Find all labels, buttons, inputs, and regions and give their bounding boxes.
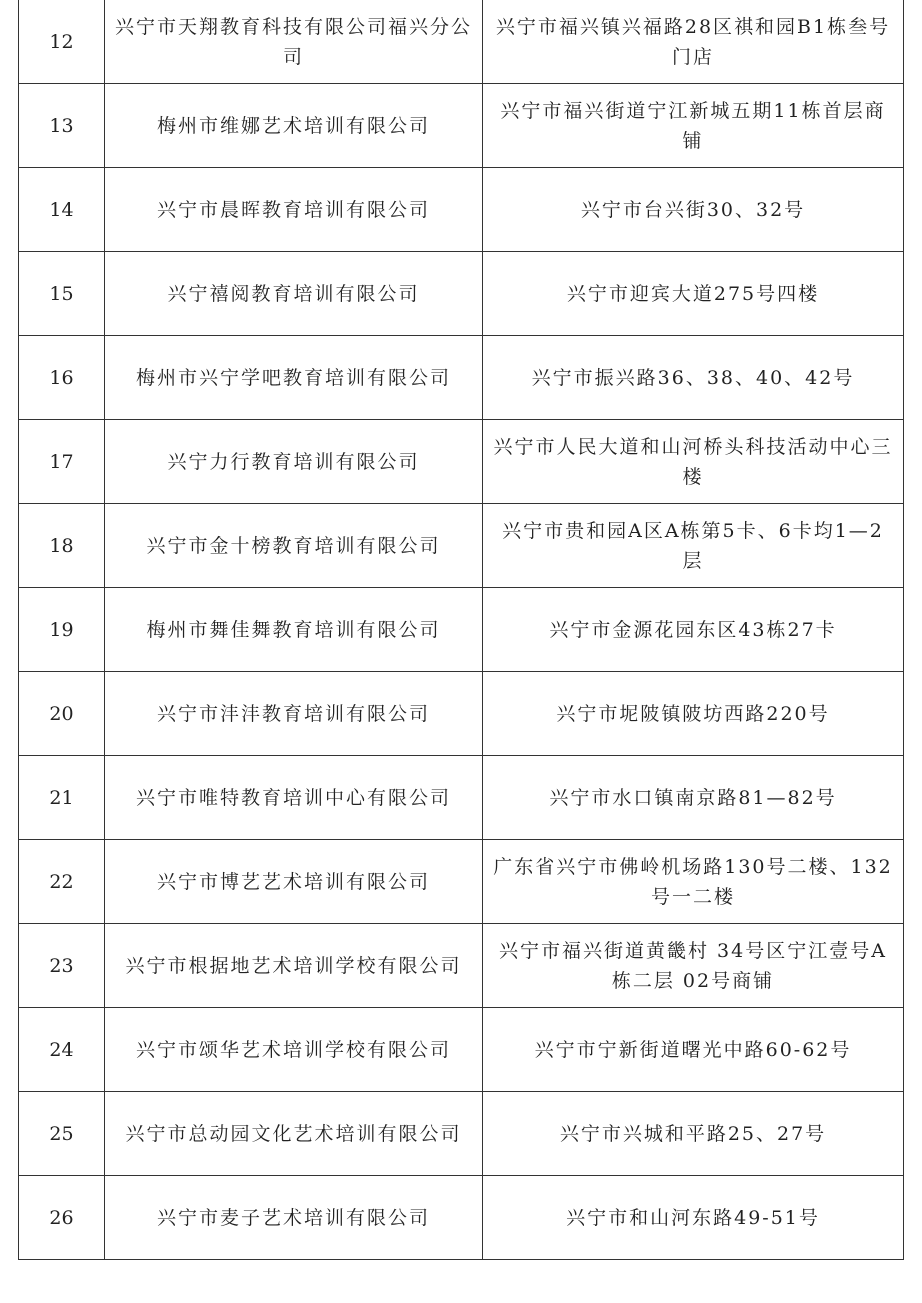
table-body xyxy=(19,0,904,1260)
institution-address: 兴宁市兴城和平路25、27号 xyxy=(483,1092,904,1176)
institution-address: 兴宁市贵和园A区A栋第5卡、6卡均1—2层 xyxy=(483,504,904,588)
row-number: 23 xyxy=(19,924,105,1008)
table-row xyxy=(19,672,904,756)
row-number: 12 xyxy=(19,0,105,84)
table-row xyxy=(19,84,904,168)
institution-name: 兴宁市晨晖教育培训有限公司 xyxy=(105,168,483,252)
institution-address: 兴宁市人民大道和山河桥头科技活动中心三楼 xyxy=(483,420,904,504)
table-row xyxy=(19,588,904,672)
institution-name: 兴宁市麦子艺术培训有限公司 xyxy=(105,1176,483,1260)
row-number: 26 xyxy=(19,1176,105,1260)
row-number: 24 xyxy=(19,1008,105,1092)
institution-name: 兴宁力行教育培训有限公司 xyxy=(105,420,483,504)
institution-name: 兴宁市唯特教育培训中心有限公司 xyxy=(105,756,483,840)
table-row xyxy=(19,504,904,588)
row-number: 14 xyxy=(19,168,105,252)
table-row xyxy=(19,252,904,336)
row-number: 17 xyxy=(19,420,105,504)
row-number: 13 xyxy=(19,84,105,168)
institution-address: 兴宁市迎宾大道275号四楼 xyxy=(483,252,904,336)
table-row xyxy=(19,1176,904,1260)
institution-address: 兴宁市坭陂镇陂坊西路220号 xyxy=(483,672,904,756)
table-row xyxy=(19,924,904,1008)
table-row xyxy=(19,840,904,924)
row-number: 20 xyxy=(19,672,105,756)
institution-table xyxy=(18,0,904,1260)
table-row xyxy=(19,1092,904,1176)
institution-name: 梅州市维娜艺术培训有限公司 xyxy=(105,84,483,168)
institution-address: 兴宁市福兴街道黄畿村 34号区宁江壹号A栋二层 02号商铺 xyxy=(483,924,904,1008)
table-row xyxy=(19,1008,904,1092)
row-number: 18 xyxy=(19,504,105,588)
table-row xyxy=(19,336,904,420)
institution-address: 兴宁市宁新街道曙光中路60-62号 xyxy=(483,1008,904,1092)
institution-name: 梅州市兴宁学吧教育培训有限公司 xyxy=(105,336,483,420)
row-number: 16 xyxy=(19,336,105,420)
institution-address: 兴宁市和山河东路49-51号 xyxy=(483,1176,904,1260)
row-number: 22 xyxy=(19,840,105,924)
institution-table-container xyxy=(18,0,904,1260)
institution-name: 兴宁市天翔教育科技有限公司福兴分公司 xyxy=(105,0,483,84)
institution-address: 兴宁市振兴路36、38、40、42号 xyxy=(483,336,904,420)
institution-name: 兴宁市博艺艺术培训有限公司 xyxy=(105,840,483,924)
row-number: 21 xyxy=(19,756,105,840)
institution-address: 广东省兴宁市佛岭机场路130号二楼、132号一二楼 xyxy=(483,840,904,924)
institution-address: 兴宁市金源花园东区43栋27卡 xyxy=(483,588,904,672)
institution-name: 兴宁市金十榜教育培训有限公司 xyxy=(105,504,483,588)
institution-name: 兴宁市沣沣教育培训有限公司 xyxy=(105,672,483,756)
institution-address: 兴宁市福兴街道宁江新城五期11栋首层商铺 xyxy=(483,84,904,168)
institution-name: 梅州市舞佳舞教育培训有限公司 xyxy=(105,588,483,672)
row-number: 15 xyxy=(19,252,105,336)
row-number: 19 xyxy=(19,588,105,672)
institution-name: 兴宁市颂华艺术培训学校有限公司 xyxy=(105,1008,483,1092)
institution-name: 兴宁市根据地艺术培训学校有限公司 xyxy=(105,924,483,1008)
table-row xyxy=(19,0,904,84)
institution-address: 兴宁市台兴街30、32号 xyxy=(483,168,904,252)
table-row xyxy=(19,420,904,504)
table-row xyxy=(19,756,904,840)
institution-address: 兴宁市福兴镇兴福路28区祺和园B1栋叁号门店 xyxy=(483,0,904,84)
institution-name: 兴宁禧阅教育培训有限公司 xyxy=(105,252,483,336)
institution-address: 兴宁市水口镇南京路81—82号 xyxy=(483,756,904,840)
table-row xyxy=(19,168,904,252)
institution-name: 兴宁市总动园文化艺术培训有限公司 xyxy=(105,1092,483,1176)
row-number: 25 xyxy=(19,1092,105,1176)
